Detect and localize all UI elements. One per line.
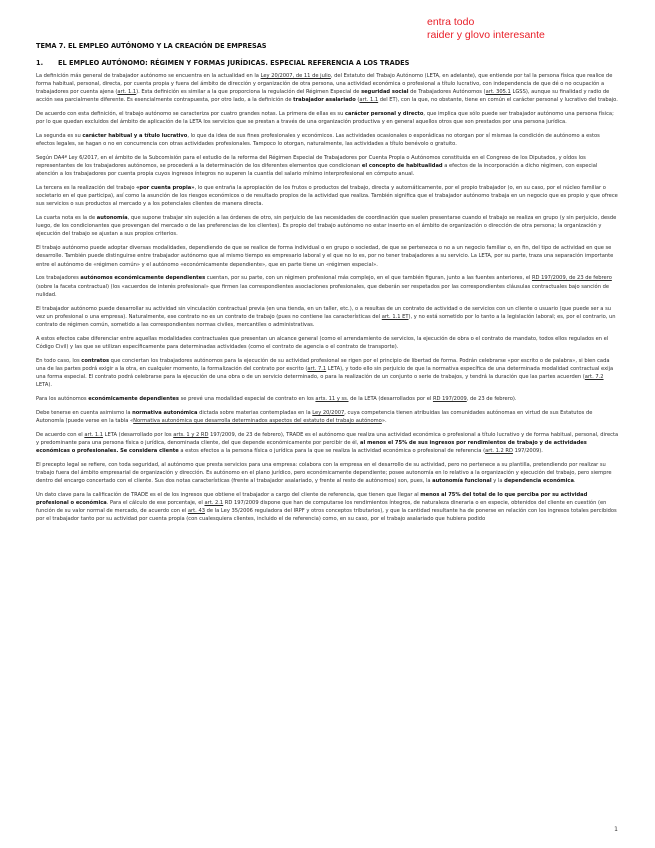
law-link[interactable]: art. 305.1: [485, 89, 511, 96]
law-link[interactable]: art. 43: [187, 507, 205, 514]
paragraph-5: La tercera es la realización del trabajo «por cuenta propia», lo que entraña la apropiación de los frutos o productos del trabajo, directa y automáticamente, por el propio trabajador (o, en su caso, por el núcleo familiar o societario en el que participa), así como la asunción de los riesgos económicos o de resultado propios de la actividad que realiza. También significa que el trabajador autónomo trabaja en un negocio que es propio y que ofrece sus servicios o sus productos al mercado y a los potenciales clientes de manera directa.: [36, 185, 618, 208]
annotation-line-1: entra todo: [427, 16, 475, 28]
annotation-line-2: raider y glovo interesante: [427, 29, 545, 41]
paragraph-7: El trabajo autónomo puede adoptar diversas modalidades, dependiendo de que se realice de forma individual o en grupo o sociedad, de que se pertenezca o no a un negocio familiar o, en fin, del tipo de actividad en que se desarrolle. También puede distinguirse entre trabajador autónomo que al mismo tiempo es empresario laboral y el que no lo es, por no tener trabajadores a su servicio. La LETA, por su parte, traza una separación importante entre el autónomo de «régimen común» y el autónomo «económicamente dependiente», que en parte tiene un «régimen especial».: [36, 245, 614, 268]
law-link[interactable]: art. 7.1: [307, 365, 327, 372]
law-link[interactable]: art. 1.1: [359, 97, 379, 104]
paragraph-2: De acuerdo con esta definición, el trabajo autónomo se caracteriza por cuatro grandes notas. La primera de ellas es su carácter personal y directo, que implica que sólo puede ser trabajador autónomo una persona física; por lo que quedan excluidos del ámbito de aplicación de la LETA los servicios que se prestan a través de una organización productiva y en general aquellos otros que son prestados por una persona jurídica.: [36, 111, 614, 126]
paragraph-12: Para los autónomos económicamente dependientes se prevé una modalidad especial de contrato en los arts. 11 y ss. de la LETA (desarrollados por el RD 197/2009, de 23 de febrero).: [36, 395, 517, 402]
section-title: EL EMPLEO AUTÓNOMO: RÉGIMEN Y FORMAS JURÍDICAS. ESPECIAL REFERENCIA A LOS TRADES: [58, 59, 410, 67]
law-link[interactable]: arts. 1 y 2 RD: [173, 431, 209, 438]
law-link[interactable]: art. 1.1 ET: [381, 313, 409, 320]
handwritten-annotation: [427, 16, 647, 42]
paragraph-13: Debe tenerse en cuenta asimismo la normativa autonómica dictada sobre materias contempladas en la Ley 20/2007, cuya competencia tienen atribuidas las comunidades autónomas en virtud de sus Estatutos de Autonomía (puede verse en la tabla «Normativa autonómica que desarrolla determinados aspectos del estatuto del trabajo autónomo».: [36, 409, 593, 424]
law-link[interactable]: Ley 20/2007, de 11 de julio: [260, 73, 331, 79]
paragraph-14: De acuerdo con el art. 1.1 LETA (desarrollado por los arts. 1 y 2 RD 197/2009, de 23 de febrero), TRADE es el autónomo que realiza una actividad económica o profesional a título lucrativo y de forma habitual, personal, directa y predominante para una persona física o jurídica, denominada cliente, del que depende económicamente por percibir de él, al menos el 75% de sus ingresos por rendimientos de trabajo y de actividades económicas o profesionales. Se considera cliente a estos efectos a la persona física o jurídica para la que se realiza la actividad económica o profesional de referencia (art. 1.2 RD 197/2009).: [36, 431, 619, 454]
paragraph-9: El trabajador autónomo puede desarrollar su actividad sin vinculación contractual previa (en una tienda, en un taller, etc.), o a resultas de un contrato de actividad o de servicios con un cliente o usuario (que puede ser a su vez un profesional o una empresa). Naturalmente, ese contrato no es un contrato de trabajo (pues no contiene las características del art. 1.1 ET), y no está sometido por lo tanto a la legislación laboral; es, por el contrario, un contrato de régimen común, sometido a las correspondientes normas civiles, mercantiles o administrativas.: [36, 305, 616, 328]
paragraph-11: En todo caso, los contratos que conciertan los trabajadores autónomos para la ejecución de su actividad profesional se rigen por el principio de libertad de forma. Podrán celebrarse «por escrito o de palabra», si bien cada una de las partes podrá exigir a la otra, en cualquier momento, la formalización del contrato por escrito (art. 7.1 LETA), y todo ello sin perjuicio de que la normativa específica de una determinada modalidad contractual exija una forma especial. El contrato podrá celebrarse para la ejecución de una obra o de un servicio determinado, o para la realización de un conjunto o serie de trabajos, y tendrá la duración que las partes acuerden (art. 7.2 LETA).: [36, 357, 614, 388]
document-body: [36, 72, 620, 529]
paragraph-3: La segunda es su carácter habitual y a título lucrativo, lo que da idea de sus fines profesionales y económicos. Las actividades ocasionales o esporádicas no otorgan por sí mismas la condición de autónomo a estos efectos legales, se hagan o no en concurrencia con otras actividades profesionales. Tampoco lo otorgan, naturalmente, las actividades a título benévolo o gratuito.: [36, 133, 600, 148]
document-title: TEMA 7. EL EMPLEO AUTÓNOMO Y LA CREACIÓN DE EMPRESAS: [36, 42, 267, 50]
paragraph-16: Un dato clave para la calificación de TRADE es el de los ingresos que obtiene el trabajador a cargo del cliente de referencia, que tienen que llegar al menos al 75% del total de lo que perciba por su actividad profesional o económica. Para el cálculo de ese porcentaje, el art. 2.1 RD 197/2009 dispone que han de computarse los rendimientos íntegros, de naturaleza dineraria o en especie, obtenidos del cliente en cuestión (en función de su valor normal de mercado, de acuerdo con el art. 43 de la Ley 35/2006 reguladora del IRPF y otros conceptos tributarios), y que la cantidad resultante ha de ponerse en relación con los ingresos totales percibidos por el trabajador tanto por su actividad por cuenta propia (con cualesquiera clientes, incluido el de referencia) como, en su caso, por el trabajo asalariado que hubiera podido: [36, 491, 617, 523]
law-link[interactable]: art. 1.1: [117, 89, 137, 96]
section-heading: [36, 59, 409, 67]
law-link[interactable]: arts. 11 y ss.: [315, 395, 349, 402]
paragraph-4: Según DA4ª Ley 6/2017, en el ámbito de la Subcomisión para el estudio de la reforma del Régimen Especial de Trabajadores por Cuenta Propia o Autónomos constituida en el Congreso de los Diputados, y oídos los representantes de los trabajadores autónomos, se procederá a la determinación de los diferentes elementos que condicionan el concepto de habitualidad a efectos de la incorporación a dicho régimen, con especial atención a los trabajadores por cuenta propia cuyos ingresos íntegros no superen la cuantía del salario mínimo interprofesional en cómputo anual.: [36, 155, 598, 178]
law-link[interactable]: art. 7.2: [584, 373, 604, 380]
law-link[interactable]: RD 197/2009, de 23 de febrero: [531, 275, 612, 282]
law-link[interactable]: art. 1.1: [84, 431, 104, 438]
law-link[interactable]: RD 197/2009: [432, 395, 467, 402]
paragraph-8: Los trabajadores autónomos económicamente dependientes cuentan, por su parte, con un régimen profesional más complejo, en el que también figuran, junto a las fuentes anteriores, el RD 197/2009, de 23 de febrero (sobre la faceta contractual) (los «acuerdos de interés profesional» que firmen las correspondientes asociaciones profesionales, que deberán ser respetados por las correspondientes cláusulas contractuales bajo sanción de nulidad.: [36, 275, 612, 298]
law-link[interactable]: Ley 20/2007: [312, 409, 345, 416]
law-link[interactable]: art. 1.2 RD: [485, 447, 513, 454]
paragraph-15: El precepto legal se refiere, con toda seguridad, al autónomo que presta servicios para una empresa: colabora con la empresa en el desarrollo de su actividad, pero no pertenece a su plantilla, pretendiendo por realizar su trabajo fuera del ámbito empresarial de organización y dirección. Es autónomo en el plano jurídico, pero económicamente dependiente; posee autonomía en lo relativo a la organización y ejecución del trabajo, pero siempre dentro del encargo concertado con el cliente. Sus dos notas características (frente al trabajador asalariado, y frente al resto de autónomos) son, pues, la autonomía funcional y la dependencia económica.: [36, 461, 612, 484]
paragraph-6: La cuarta nota es la de autonomía, que supone trabajar sin sujeción a las órdenes de otro, sin perjuicio de las necesidades de coordinación que suelen presentarse cuando el trabajo se realiza en grupo (y sin perjuicio, desde luego, de los condicionantes que provengan del mercado o de las preferencias de los clientes). Es propio del trabajo autónomo no estar inserto en el ámbito de organización o dirección de otra persona; la organización y ejecución del trabajo se ajustan a sus propios criterios.: [36, 215, 617, 238]
law-link[interactable]: Normativa autonómica que desarrolla determinados aspectos del estatuto del trabajo autónomo: [133, 417, 382, 424]
page-number: 1: [614, 826, 618, 833]
paragraph-1: La definición más general de trabajador autónomo se encuentra en la actualidad en la Ley 20/2007, de 11 de julio, del Estatuto del Trabajo Autónomo (LETA, en adelante), que entiende por tal la persona física que realice de forma habitual, personal, directa, por cuenta propia y fuera del ámbito de dirección y organización de otra persona, una actividad económica o profesional a título lucrativo, con independencia de que dé o no ocupación a trabajadores por cuenta ajena (art. 1.1). Esta definición es similar a la que proporciona la regulación del Régimen Especial de seguridad social de Trabajadores Autónomos (art. 305.1 LGSS), aunque su finalidad y radio de acción sea parcialmente diferente. Es esencialmente contrapuesta, por otro lado, a la definición de trabajador asalariado (art. 1.1 del ET), con la que, no obstante, tiene en común el carácter personal y lucrativo del trabajo.: [36, 73, 618, 104]
paragraph-10: A estos efectos cabe diferenciar entre aquellas modalidades contractuales que presentan un alcance general (como el arrendamiento de servicios, la ejecución de obra o el contrato de mandato, todos ellos regulados en el Código Civil) y las que se utilizan específicamente para determinadas actividades (como el contrato de agencia o el contrato de transporte).: [36, 335, 609, 350]
law-link[interactable]: art. 2.1: [204, 499, 224, 506]
section-number: 1.: [36, 59, 44, 67]
